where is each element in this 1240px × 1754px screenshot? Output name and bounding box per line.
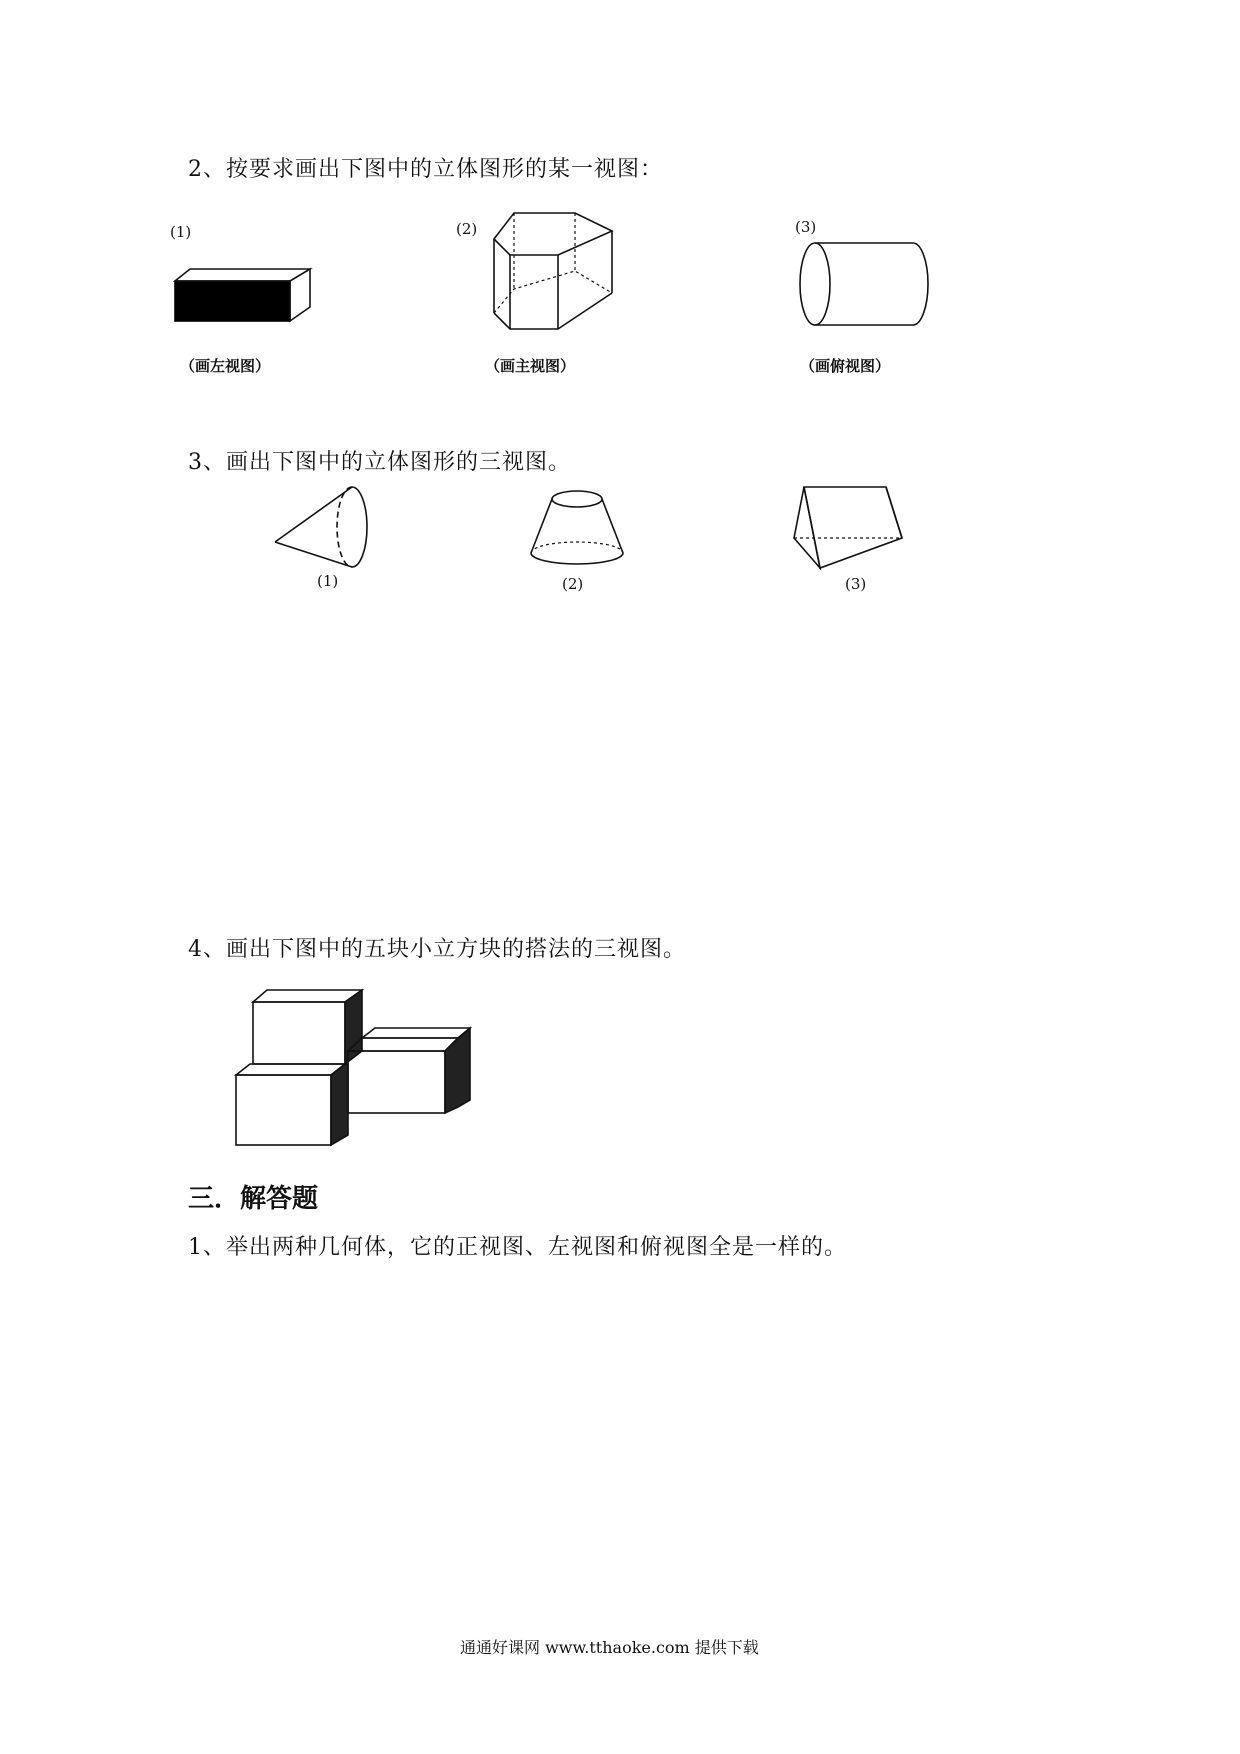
q3-cone-figure [270,482,385,572]
q3-fig1-number: (1) [317,572,339,590]
q2-fig3-number: (3) [795,218,817,236]
q2-fig2-caption: （画主视图） [485,357,576,375]
q2-fig3-caption: （画俯视图） [800,357,891,375]
q2-prism-figure [490,205,625,335]
q2-fig1-caption: （画左视图） [180,357,271,375]
q3-fig2-number: (2) [562,575,584,593]
q4-cubes-figure [230,985,480,1150]
q3-triangular-prism-figure [790,482,910,572]
footer-text: 通通好课网 www.tthaoke.com 提供下载 [460,1638,759,1657]
section3-title: 三．解答题 [188,1184,319,1214]
q3-fig3-number: (3) [845,575,867,593]
q4-text: 4、画出下图中的五块小立方块的搭法的三视图。 [188,937,686,962]
q2-text: 2、按要求画出下图中的立体图形的某一视图： [188,157,663,182]
q3-text: 3、画出下图中的立体图形的三视图。 [188,450,571,475]
q2-fig2-number: (2) [456,220,478,238]
q2-cylinder-figure [795,238,930,330]
q2-cuboid-figure [170,265,315,325]
q2-fig1-number: (1) [170,223,192,241]
q3-frustum-figure [525,488,630,568]
section3-q1-text: 1、举出两种几何体，它的正视图、左视图和俯视图全是一样的。 [188,1235,847,1260]
